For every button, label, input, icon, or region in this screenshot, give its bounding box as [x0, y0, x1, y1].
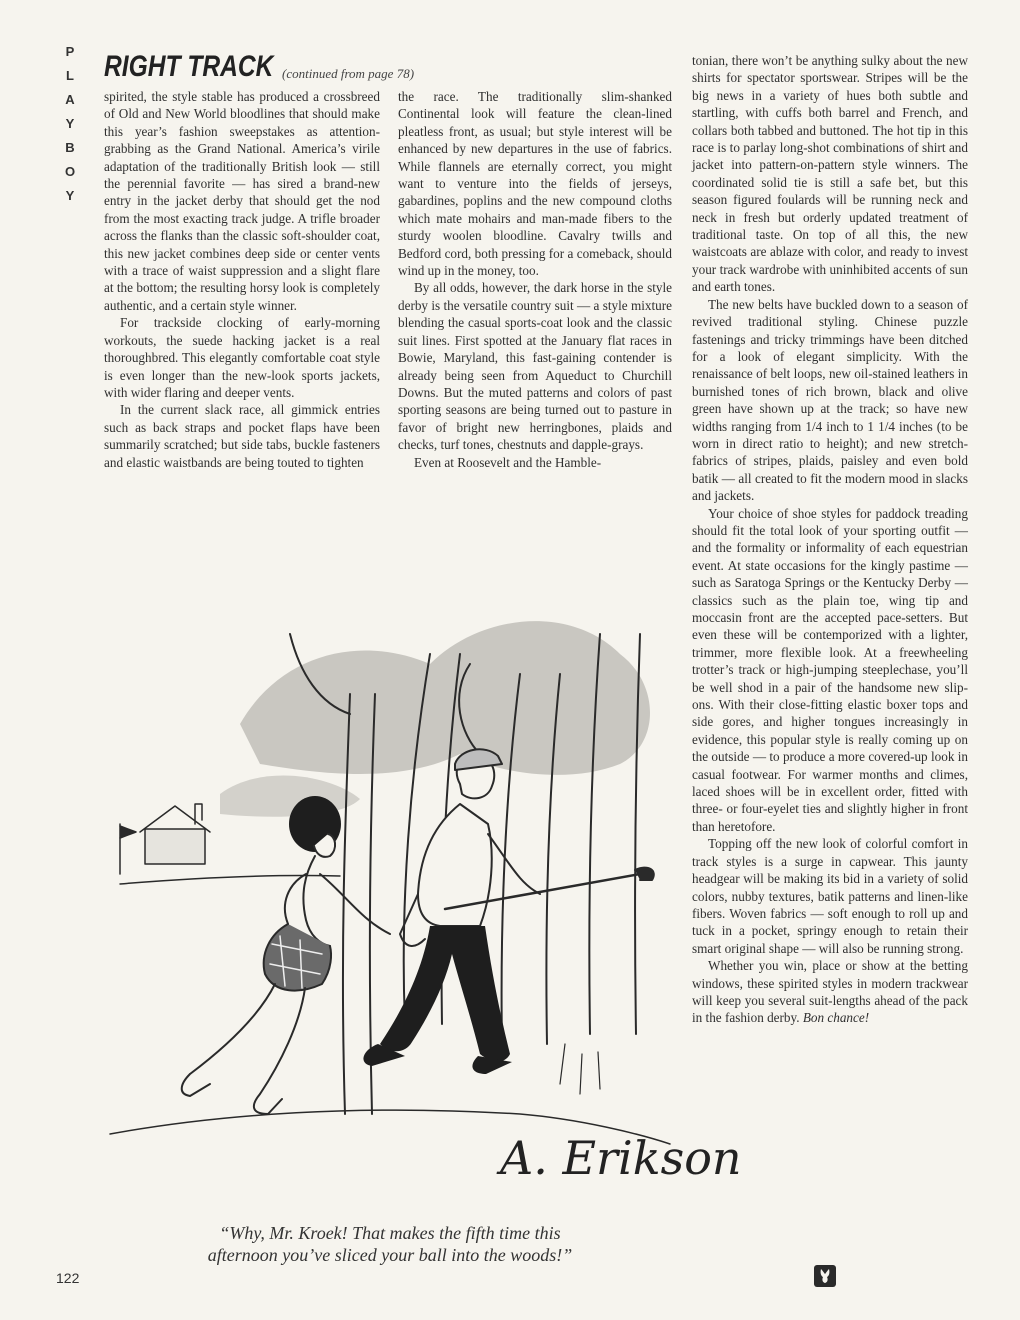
logo-letter: B [65, 140, 75, 155]
artist-signature: A. Erikson [500, 1131, 742, 1185]
playboy-vertical-logo [60, 40, 80, 208]
logo-letter: Y [65, 116, 75, 131]
paragraph: the race. The traditionally slim-shanked Continental look will feature the clean-lined pleatless front, as usual; but style interest will be enhanced by new departures in the use of fabrics. While flannels are eternally correct, you might want to venture into the fields of jerseys, gabardines, poplins and the new compound cloths which mate mohairs and man-made fibers to the sturdy woolen bloodline. Cavalry twills and Bedford cord, both pressing for a comeback, should wind up in the money, too. [398, 89, 672, 279]
logo-letter: A [65, 92, 75, 107]
page-number: 122 [56, 1270, 80, 1286]
article-title: RIGHT TRACK [104, 50, 274, 83]
logo-letter: L [66, 68, 74, 83]
article-header [104, 50, 664, 86]
paragraph: Your choice of shoe styles for paddock treading should fit the total look of your sporting outfit — and the formality or informality of each equestrian event. At state occasions for the kingly pastime — such as Saratoga Springs or the Kentucky Derby — classics such as the plain toe, wing tip and moccasin front are the accepted pace-setters. But even these will be contemporized with a lighter, trimmer, more flexible look. At a freewheeling trotter’s track or high-jumping steeplechase, you’ll be well shod in a pair of the handsome new slip-ons. With their close-fitting elastic boxer tops and side gores, and higher tongues increasingly in evidence, this popular style is really coming up on the outside — to produce a more covered-up look in casual footwear. For warmer months and climes, laced shoes will be in excellent order, fitted with three- or four-eyelet ties and slightly higher in front than heretofore. [692, 505, 968, 834]
paragraph: The new belts have buckled down to a season of revived traditional styling. Chinese puzzle fastenings and tricky trimmings have been ditched for a look of elegant simplicity. With the renaissance of belt loops, new oil-stained leathers in burnished tones of rich brown, black and olive green have shown up at the track; so have new widths ranging from 1/4 inch to 1 1/4 inches (to be worn in direct ratio to height); and new stretch-fabrics of stripes, plaids, paisley and even bold batik — all created to fit the modern mood in slacks and jackets. [692, 296, 968, 504]
logo-letter: Y [65, 188, 75, 203]
paragraph: Topping off the new look of colorful comfort in track styles is a surge in capwear. This jaunty headgear will be making its bid in a variety of solid colors, nubby textures, batik patterns and linen-like fibers. Woven fabrics — soft enough to roll up and tuck in a pocket, springy enough to retain their smart original shape — will also be running strong. [692, 836, 968, 956]
paragraph: By all odds, however, the dark horse in the style derby is the versatile country suit — a style mixture blending the casual sports-coat look and the classic suit lines. First spotted at the January flat races in Bowie, Maryland, this fast-gaining contender is already being seen from Aqueduct to Churchill Downs. But the muted patterns and colors of past sporting seasons are being turned out to pasture in favor of bright new herringbones, plaids and checks, turf tones, chestnuts and dapple-grays. [398, 280, 672, 453]
cartoon-illustration [100, 574, 742, 1214]
article-column-3 [692, 52, 968, 1262]
article-column-2 [398, 88, 672, 568]
paragraph: For trackside clocking of early-morning workouts, the suede hacking jacket is a real thoroughbred. This elegantly comfortable coat style is even longer than the new-look sports jackets, with wider flaring and deeper vents. [104, 315, 380, 400]
continued-note: (continued from page 78) [282, 66, 415, 81]
caption-line: “Why, Mr. Kroek! That makes the fifth time this [219, 1223, 561, 1243]
paragraph: spirited, the style stable has produced a crossbreed of Old and New World bloodlines that should make this year’s fashion sweepstakes as attention-grabbing as the Grand National. America’s virile adaptation of the traditionally British look — still the perennial favorite — has sired a brand-new entry in the jacket derby that should get the nod from the most exacting track judge. A trifle broader across the flanks than the classic soft-shoulder coat, this new jacket combines deep side or center vents with a trace of waist suppression and a slight flare at the bottom; the resulting horsy look is completely authentic, and a certain style winner. [104, 89, 380, 313]
paragraph-text: Whether you win, place or show at the betting windows, these spirited styles in modern trackwear will keep you several suit-lengths ahead of the pack in the fashion derby. [692, 958, 968, 1026]
logo-letter: O [64, 164, 76, 179]
article-column-1 [104, 88, 380, 568]
caption-line: afternoon you’ve sliced your ball into the woods!” [207, 1245, 573, 1265]
final-paragraph [692, 957, 968, 1027]
paragraph: In the current slack race, all gimmick entries such as back straps and pocket flaps have been summarily scratched; but side tabs, buckle fasteners and elastic waistbands are being touted to tighten [104, 402, 380, 470]
logo-letter: P [65, 44, 75, 59]
signoff: Bon chance! [802, 1010, 870, 1026]
rabbit-head-icon [814, 1265, 836, 1287]
paragraph: Even at Roosevelt and the Hamble- [414, 454, 602, 470]
paragraph: tonian, there won’t be anything sulky about the new shirts for spectator sportswear. Stripes will be the big news in a variety of hues both subtle and startling, with cuffs both barrel and French, and collars both tabbed and buttoned. The hot tip in this race is to parlay long-shot combinations of shirt and jacket into pattern-on-pattern style winners. The coordinated solid tie is still a safe bet, but this season figured foulards will be running neck and neck in fresh but orderly updated treatment of traditional taste. On top of all this, the new waistcoats are ablaze with color, and ready to invest your track wardrobe with uninhibited accents of sun and earth tones. [692, 53, 968, 295]
cartoon-caption [100, 1222, 680, 1266]
